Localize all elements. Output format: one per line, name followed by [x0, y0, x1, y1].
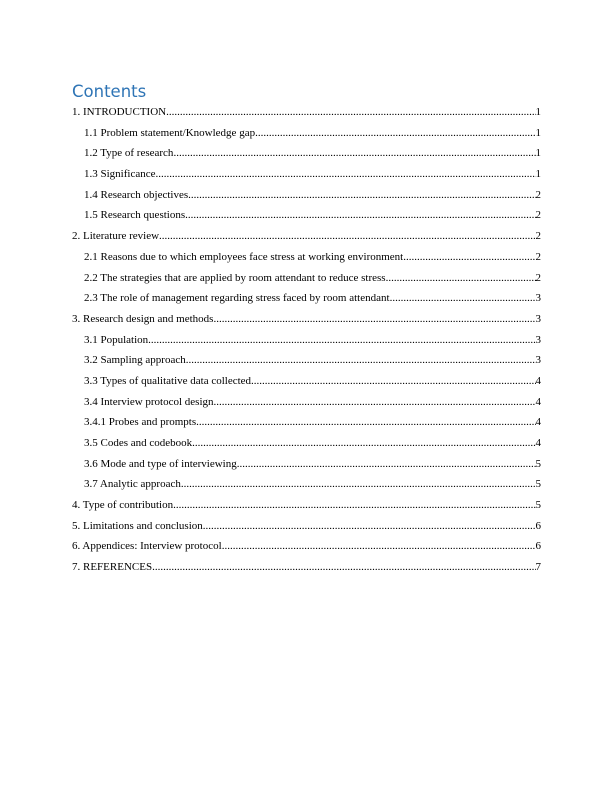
toc-dot-leader: [186, 350, 536, 371]
toc-dot-leader: [192, 433, 535, 454]
toc-entry-title: 1.2 Type of research: [84, 147, 174, 160]
toc-page-number: 2: [535, 230, 541, 243]
toc-page-number: 4: [535, 374, 541, 387]
toc-dot-leader: [159, 226, 535, 247]
toc-page-number: 3: [535, 312, 541, 325]
toc-page-number: 2: [535, 271, 541, 284]
toc-entry-title: 3.6 Mode and type of interviewing: [84, 457, 237, 470]
toc-dot-leader: [155, 164, 535, 185]
toc-entry[interactable]: [72, 268, 541, 289]
toc-dot-leader: [390, 288, 536, 309]
toc-page-number: 5: [535, 478, 541, 491]
toc-entry[interactable]: [72, 247, 541, 268]
toc-page-number: 2: [535, 188, 541, 201]
toc-entry[interactable]: [72, 123, 541, 144]
toc-entry[interactable]: [72, 164, 541, 185]
toc-entry-title: 4. Type of contribution: [72, 499, 174, 512]
toc-entry-title: 1.3 Significance: [84, 168, 156, 181]
toc-entry[interactable]: [72, 102, 541, 123]
toc-entry-title: 3.7 Analytic approach: [84, 478, 181, 491]
toc-entry[interactable]: [72, 350, 541, 371]
contents-heading: Contents: [72, 82, 147, 101]
toc-dot-leader: [166, 102, 535, 123]
toc-entry[interactable]: [72, 226, 541, 247]
toc-entry-title: 3. Research design and methods: [72, 312, 214, 325]
toc-dot-leader: [222, 536, 536, 557]
toc-entry[interactable]: [72, 412, 541, 433]
toc-entry[interactable]: [72, 536, 541, 557]
toc-dot-leader: [152, 557, 535, 578]
toc-dot-leader: [255, 123, 535, 144]
toc-page-number: 3: [535, 292, 541, 305]
toc-entry[interactable]: [72, 309, 541, 330]
toc-dot-leader: [173, 495, 535, 516]
toc-entry[interactable]: [72, 371, 541, 392]
toc-entry[interactable]: [72, 474, 541, 495]
toc-entry-title: 3.4.1 Probes and prompts: [84, 416, 197, 429]
table-of-contents: [72, 102, 541, 578]
toc-page-number: 4: [535, 416, 541, 429]
toc-dot-leader: [251, 371, 535, 392]
toc-entry-title: 3.2 Sampling approach: [84, 354, 186, 367]
toc-page-number: 6: [535, 540, 541, 553]
toc-page-number: 1: [535, 147, 541, 160]
toc-dot-leader: [173, 143, 535, 164]
toc-entry[interactable]: [72, 516, 541, 537]
toc-dot-leader: [214, 392, 536, 413]
toc-page-number: 1: [535, 106, 541, 118]
toc-entry-title: 1.1 Problem statement/Knowledge gap: [84, 126, 256, 139]
toc-entry-title: 5. Limitations and conclusion: [72, 519, 203, 532]
toc-entry-title: 1.4 Research objectives: [84, 188, 189, 201]
toc-page-number: 6: [535, 519, 541, 532]
toc-entry-title: 3.4 Interview protocol design: [84, 395, 214, 408]
toc-page-number: 2: [535, 209, 541, 222]
toc-dot-leader: [148, 330, 535, 351]
toc-dot-leader: [181, 474, 536, 495]
toc-page-number: 1: [535, 126, 541, 139]
toc-entry-title: 6. Appendices: Interview protocol: [72, 540, 222, 553]
toc-entry-title: 2.2 The strategies that are applied by room attendant to reduce stress: [84, 271, 386, 284]
toc-page-number: 2: [535, 250, 541, 263]
toc-page-number: 4: [535, 437, 541, 449]
toc-entry-title: 1.5 Research questions: [84, 209, 186, 222]
toc-entry[interactable]: [72, 330, 541, 351]
toc-page-number: 4: [535, 395, 541, 408]
toc-dot-leader: [203, 516, 536, 537]
toc-entry[interactable]: [72, 433, 541, 454]
toc-dot-leader: [185, 205, 535, 226]
toc-dot-leader: [213, 309, 535, 330]
toc-entry-title: 2. Literature review: [72, 230, 160, 243]
toc-dot-leader: [188, 185, 535, 206]
toc-entry-title: 2.1 Reasons due to which employees face stress at working environment: [84, 250, 404, 263]
toc-entry-title: 3.3 Types of qualitative data collected: [84, 374, 252, 387]
toc-page-number: 1: [535, 168, 541, 181]
toc-entry[interactable]: [72, 205, 541, 226]
toc-entry[interactable]: [72, 495, 541, 516]
toc-entry-title: 3.1 Population: [84, 333, 149, 346]
toc-entry-title: 3.5 Codes and codebook: [84, 437, 193, 449]
toc-dot-leader: [196, 412, 535, 433]
toc-entry[interactable]: [72, 143, 541, 164]
toc-entry-title: 1. INTRODUCTION: [72, 106, 167, 118]
toc-page-number: 3: [535, 333, 541, 346]
toc-dot-leader: [237, 454, 536, 475]
toc-entry-title: 2.3 The role of management regarding stress faced by room attendant: [84, 292, 390, 305]
toc-entry[interactable]: [72, 454, 541, 475]
toc-entry[interactable]: [72, 557, 541, 578]
toc-page-number: 5: [535, 457, 541, 470]
toc-page-number: 7: [535, 561, 541, 574]
toc-entry-title: 7. REFERENCES: [72, 561, 153, 574]
toc-dot-leader: [403, 247, 535, 268]
toc-entry[interactable]: [72, 185, 541, 206]
toc-page-number: 5: [535, 499, 541, 512]
toc-entry[interactable]: [72, 392, 541, 413]
toc-page-number: 3: [535, 354, 541, 367]
toc-entry[interactable]: [72, 288, 541, 309]
toc-dot-leader: [386, 268, 536, 289]
